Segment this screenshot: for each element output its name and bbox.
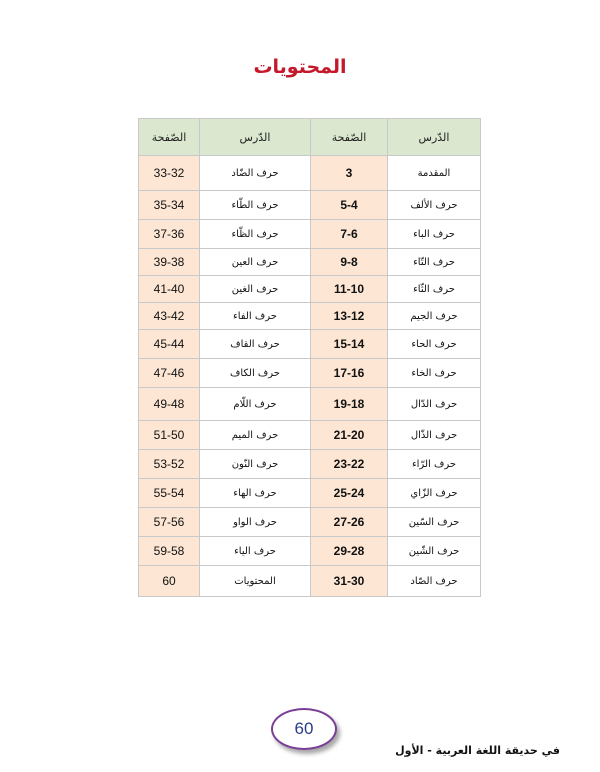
page-cell: 41-40 — [139, 276, 200, 303]
page-number-badge: 60 — [271, 708, 337, 750]
lesson-cell: حرف الحاء — [388, 330, 481, 359]
lesson-cell: حرف الخاء — [388, 359, 481, 388]
lesson-cell: حرف الثّاء — [388, 276, 481, 303]
page-cell: 3 — [311, 156, 388, 191]
lesson-cell: حرف الواو — [200, 508, 311, 537]
lesson-cell: حرف الزّاي — [388, 479, 481, 508]
table-row — [139, 191, 481, 220]
page-cell: 53-52 — [139, 450, 200, 479]
table-body — [139, 156, 481, 597]
lesson-cell: حرف الألف — [388, 191, 481, 220]
lesson-cell: حرف العين — [200, 249, 311, 276]
page-cell: 49-48 — [139, 388, 200, 421]
lesson-cell: حرف التّاء — [388, 249, 481, 276]
lesson-cell: حرف الرّاء — [388, 450, 481, 479]
page-cell: 59-58 — [139, 537, 200, 566]
table-row — [139, 220, 481, 249]
page-cell: 39-38 — [139, 249, 200, 276]
table-row — [139, 566, 481, 597]
page-cell: 55-54 — [139, 479, 200, 508]
page-cell: 13-12 — [311, 303, 388, 330]
header-lesson: الدّرس — [388, 119, 481, 156]
page-cell: 7-6 — [311, 220, 388, 249]
table-row — [139, 479, 481, 508]
page-cell: 9-8 — [311, 249, 388, 276]
table-row — [139, 359, 481, 388]
page-cell: 11-10 — [311, 276, 388, 303]
table-row — [139, 421, 481, 450]
lesson-cell: حرف اللّام — [200, 388, 311, 421]
page-cell: 29-28 — [311, 537, 388, 566]
lesson-cell: حرف الذّال — [388, 421, 481, 450]
page-cell: 31-30 — [311, 566, 388, 597]
page-cell: 21-20 — [311, 421, 388, 450]
header-lesson: الدّرس — [200, 119, 311, 156]
lesson-cell: حرف الطّاء — [200, 191, 311, 220]
table-row — [139, 388, 481, 421]
lesson-cell: حرف الشّين — [388, 537, 481, 566]
page-cell: 15-14 — [311, 330, 388, 359]
lesson-cell: حرف الظّاء — [200, 220, 311, 249]
lesson-cell: حرف النّون — [200, 450, 311, 479]
lesson-cell: حرف الدّال — [388, 388, 481, 421]
contents-table — [138, 118, 481, 597]
page-cell: 47-46 — [139, 359, 200, 388]
page-cell: 5-4 — [311, 191, 388, 220]
page-cell: 51-50 — [139, 421, 200, 450]
lesson-cell: حرف الفاء — [200, 303, 311, 330]
lesson-cell: حرف الميم — [200, 421, 311, 450]
lesson-cell: حرف الكاف — [200, 359, 311, 388]
lesson-cell: حرف الهاء — [200, 479, 311, 508]
lesson-cell: حرف الباء — [388, 220, 481, 249]
header-page: الصّفحة — [139, 119, 200, 156]
table-row — [139, 249, 481, 276]
lesson-cell: المقدمة — [388, 156, 481, 191]
book-title-footer: في حديقة اللغة العربية - الأول — [395, 744, 560, 757]
page-cell: 60 — [139, 566, 200, 597]
table-row — [139, 450, 481, 479]
lesson-cell: حرف الضّاد — [200, 156, 311, 191]
lesson-cell: حرف السّين — [388, 508, 481, 537]
page-cell: 17-16 — [311, 359, 388, 388]
table-row — [139, 508, 481, 537]
page-title: المحتويات — [253, 56, 347, 78]
page-cell: 27-26 — [311, 508, 388, 537]
page-cell: 33-32 — [139, 156, 200, 191]
table-row — [139, 537, 481, 566]
page-cell: 23-22 — [311, 450, 388, 479]
lesson-cell: حرف الغين — [200, 276, 311, 303]
table-row — [139, 276, 481, 303]
page-cell: 57-56 — [139, 508, 200, 537]
lesson-cell: حرف القاف — [200, 330, 311, 359]
table-row — [139, 303, 481, 330]
table-row — [139, 156, 481, 191]
lesson-cell: المحتويات — [200, 566, 311, 597]
header-page: الصّفحة — [311, 119, 388, 156]
page-cell: 25-24 — [311, 479, 388, 508]
table-row — [139, 330, 481, 359]
lesson-cell: حرف الصّاد — [388, 566, 481, 597]
page-cell: 43-42 — [139, 303, 200, 330]
page-cell: 45-44 — [139, 330, 200, 359]
lesson-cell: حرف الجيم — [388, 303, 481, 330]
page-cell: 35-34 — [139, 191, 200, 220]
lesson-cell: حرف الياء — [200, 537, 311, 566]
table-header-row — [139, 119, 481, 156]
page-cell: 19-18 — [311, 388, 388, 421]
page-cell: 37-36 — [139, 220, 200, 249]
